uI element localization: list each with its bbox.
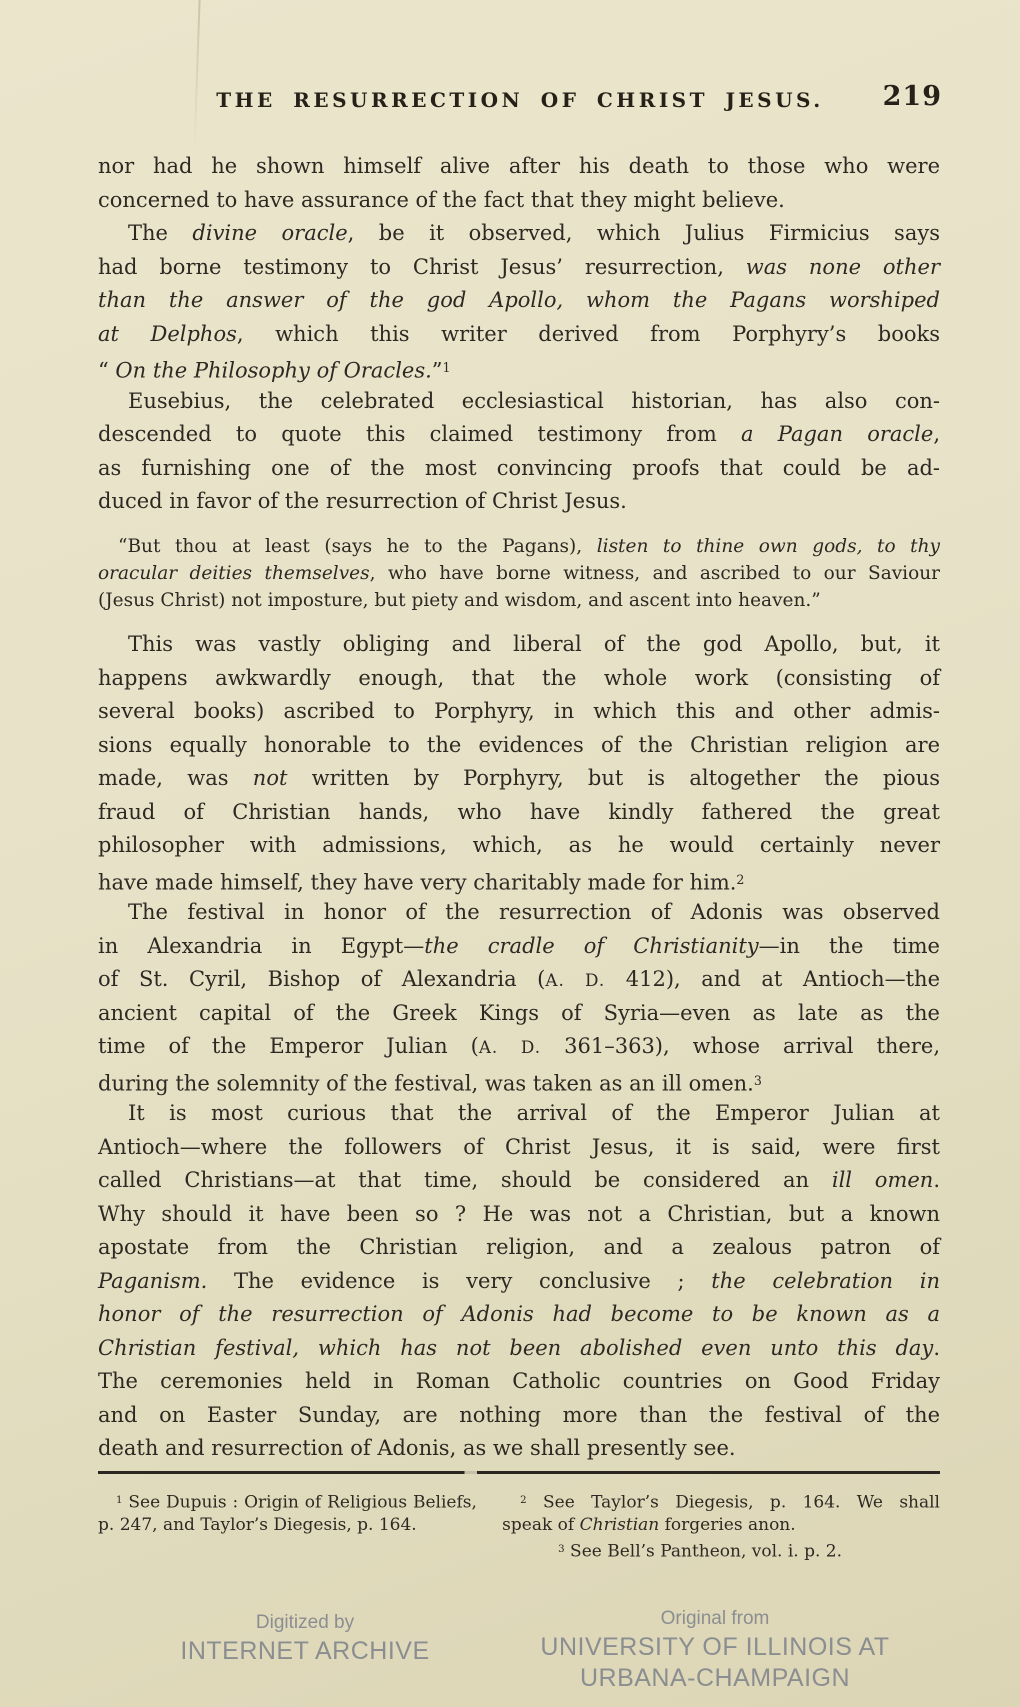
text-segment: was none other: [745, 254, 940, 279]
text-segment: See Bell’s Pantheon, vol. i. p. 2.: [564, 1541, 843, 1562]
footnote-divider: [98, 1471, 940, 1474]
text-line: [98, 418, 940, 452]
text-line: [98, 963, 940, 997]
text-segment: the celebration in: [711, 1268, 940, 1293]
paragraph: [98, 1097, 940, 1466]
text-segment: honor of the resurrection of Adonis had become to be known as a: [98, 1302, 940, 1327]
text-segment: called Christians—at that time, should be considered an: [98, 1168, 832, 1193]
blockquote: [98, 533, 940, 615]
watermark-text: UNIVERSITY OF ILLINOIS AT: [540, 1633, 890, 1661]
text-line: [98, 796, 940, 830]
text-segment: several books) ascribed to Porphyry, in which this and other admis-: [98, 699, 940, 724]
text-line: [98, 863, 940, 897]
text-line: [98, 1332, 940, 1366]
text-segment: during the solemnity of the festival, was taken as an ill omen.: [98, 1071, 754, 1096]
text-line: [98, 533, 940, 560]
text-segment: had borne testimony to Christ Jesus’ resurrection,: [98, 254, 746, 279]
text-segment: A. D.: [478, 1037, 542, 1058]
text-segment: The ceremonies held in Roman Catholic countries on Good Friday: [98, 1369, 940, 1394]
text-segment: Eusebius, the celebrated ecclesiastical historian, has also con-: [128, 388, 940, 413]
text-line: [98, 1489, 477, 1514]
text-segment: , which this writer derived from Porphyry’s books: [236, 321, 940, 346]
text-line: [98, 1399, 940, 1433]
text-segment: written by Porphyry, but is altogether the pious: [287, 766, 940, 791]
text-line: [98, 1298, 940, 1332]
text-line: [98, 1131, 940, 1165]
text-line: [98, 695, 940, 729]
watermark-text: URBANA-CHAMPAIGN: [579, 1664, 851, 1692]
text-segment: Paganism.: [98, 1268, 208, 1293]
text-line: [98, 1164, 940, 1198]
text-segment: See Dupuis : Origin of Religious Beliefs,: [122, 1492, 477, 1513]
text-line: [98, 1231, 940, 1265]
text-segment: It is most curious that the arrival of the Emperor Julian at: [128, 1101, 940, 1126]
text-segment: sions equally honorable to the evidences of the Christian religion are: [98, 732, 940, 757]
text-segment: , be it observed, which Julius Firmicius says: [347, 221, 940, 245]
text-segment: listen to thine own gods, to thy: [596, 535, 940, 557]
text-segment: concerned to have assurance of the fact that they might believe.: [98, 187, 785, 212]
text-line: [98, 351, 940, 385]
footnote-marker: 2: [520, 1494, 527, 1506]
watermark-text: INTERNET ARCHIVE: [180, 1637, 430, 1665]
paragraph: [98, 896, 940, 1097]
text-segment: ,: [933, 422, 941, 446]
text-line: [98, 1097, 940, 1131]
text-segment: have made himself, they have very charitably made for him.: [98, 870, 737, 895]
footnote-marker: 3: [753, 1072, 762, 1088]
text-segment: p. 247, and Taylor’s Diegesis, p. 164.: [98, 1515, 417, 1536]
footnote-marker: 1: [116, 1494, 123, 1506]
text-line: [98, 628, 940, 662]
text-line: [98, 762, 940, 796]
watermark-text: Original from: [660, 1608, 770, 1629]
watermark-original-from: [480, 1606, 950, 1694]
text-segment: On the Philosophy of Oracles.: [115, 358, 432, 383]
watermark-text: Digitized by: [255, 1612, 355, 1633]
page-body-text: [98, 150, 940, 1562]
paragraph: [98, 217, 940, 385]
text-line: [98, 1265, 940, 1299]
footnote-column-left: [98, 1489, 477, 1563]
text-segment: ill omen: [831, 1168, 934, 1193]
text-line: [502, 1538, 940, 1563]
text-segment: “But thou at least (says he to the Pagans),: [118, 535, 597, 557]
text-segment: and on Easter Sunday, are nothing more than the festival of the: [98, 1402, 940, 1427]
text-line: [98, 284, 940, 318]
text-segment: divine oracle: [192, 221, 348, 245]
text-segment: than the answer of the god Apollo, whom the Pagans worshiped: [98, 288, 940, 312]
footnote-marker: 3: [558, 1543, 565, 1555]
text-segment: duced in favor of the resurrection of Christ Jesus.: [98, 489, 627, 513]
text-line: [98, 896, 940, 930]
text-line: [98, 1432, 940, 1466]
text-segment: oracular deities themselves: [98, 562, 370, 584]
paragraph: [98, 150, 940, 217]
text-line: [98, 560, 940, 587]
text-segment: 412), and at Antioch—the: [605, 967, 941, 992]
text-segment: , who have borne witness, and ascribed to our Saviour: [369, 562, 940, 584]
footnote-column-right: [502, 1489, 940, 1563]
text-segment: in Alexandria in Egypt—: [98, 933, 425, 958]
text-segment: at Delphos: [98, 321, 237, 346]
text-line: [98, 1513, 477, 1538]
text-segment: ”: [431, 358, 443, 383]
text-segment: nor had he shown himself alive after his death to those who were: [98, 154, 940, 178]
page-title: THE RESURRECTION OF CHRIST JESUS.: [216, 88, 824, 112]
text-segment: Antioch—where the followers of Christ Jesus, it is said, were first: [98, 1134, 940, 1159]
text-segment: See Taylor’s Diegesis, p. 164. We shall: [526, 1492, 940, 1513]
text-segment: The evidence is very conclusive ;: [207, 1268, 712, 1293]
text-segment: This was vastly obliging and liberal of the god Apollo, but, it: [128, 632, 940, 657]
text-segment: ancient capital of the Greek Kings of Syria—even as late as the: [98, 1000, 940, 1025]
text-segment: (Jesus Christ) not imposture, but piety and wisdom, and ascent into heaven.”: [98, 589, 821, 611]
text-line: [98, 485, 940, 519]
text-segment: .: [933, 1335, 940, 1360]
text-line: [98, 318, 940, 352]
text-line: [98, 385, 940, 419]
text-line: [98, 1030, 940, 1064]
text-segment: fraud of Christian hands, who have kindly fathered the great: [98, 799, 940, 824]
page-number: 219: [882, 81, 942, 112]
text-line: [98, 251, 940, 285]
text-line: [98, 1198, 940, 1232]
text-line: [98, 930, 940, 964]
text-segment: .: [933, 1168, 940, 1193]
paper-crease: [193, 0, 200, 150]
watermark-digitized-by: [140, 1610, 470, 1667]
text-segment: Why should it have been so ? He was not a Christian, but a known: [98, 1201, 940, 1226]
running-head: [98, 81, 942, 120]
text-segment: forgeries anon.: [659, 1515, 796, 1536]
footnote-marker: 2: [736, 871, 745, 887]
footnote-marker: 1: [442, 360, 451, 375]
text-segment: philosopher with admissions, which, as he would certainly never: [98, 833, 940, 858]
paragraph: [98, 628, 940, 896]
text-line: [98, 729, 940, 763]
paragraph: [98, 385, 940, 519]
text-line: [98, 997, 940, 1031]
text-line: [98, 150, 940, 184]
text-segment: not: [252, 766, 288, 791]
text-segment: 361–363), whose arrival there,: [541, 1034, 940, 1059]
text-segment: apostate from the Christian religion, and a zealous patron of: [98, 1235, 940, 1260]
text-segment: A. D.: [545, 970, 606, 991]
text-segment: Christian festival, which has not been abolished even unto this day: [98, 1335, 934, 1360]
text-segment: descended to quote this claimed testimony from: [98, 422, 742, 446]
text-segment: The festival in honor of the resurrection of Adonis was observed: [128, 900, 940, 925]
text-line: [98, 829, 940, 863]
text-line: [98, 1064, 940, 1098]
text-line: [502, 1489, 940, 1514]
text-segment: speak of: [502, 1515, 580, 1536]
text-segment: —in the time: [758, 933, 940, 958]
text-segment: time of the Emperor Julian (: [98, 1034, 479, 1059]
text-line: [98, 662, 940, 696]
text-segment: of St. Cyril, Bishop of Alexandria (: [98, 967, 546, 992]
text-segment: Christian: [579, 1515, 660, 1536]
text-segment: happens awkwardly enough, that the whole work (consisting of: [98, 665, 940, 690]
text-segment: The: [128, 221, 193, 245]
text-segment: a Pagan oracle: [741, 422, 934, 446]
footnotes: [98, 1489, 940, 1563]
text-segment: the cradle of Christianity: [424, 933, 759, 958]
text-segment: as furnishing one of the most convincing proofs that could be ad-: [98, 455, 940, 480]
text-line: [98, 217, 940, 251]
text-segment: made, was: [98, 766, 253, 791]
text-segment: “: [98, 358, 116, 383]
text-line: [98, 452, 940, 486]
text-segment: death and resurrection of Adonis, as we shall presently see.: [98, 1436, 736, 1461]
text-line: [98, 184, 940, 218]
text-line: [98, 587, 940, 614]
text-line: [98, 1365, 940, 1399]
text-line: [502, 1513, 940, 1538]
